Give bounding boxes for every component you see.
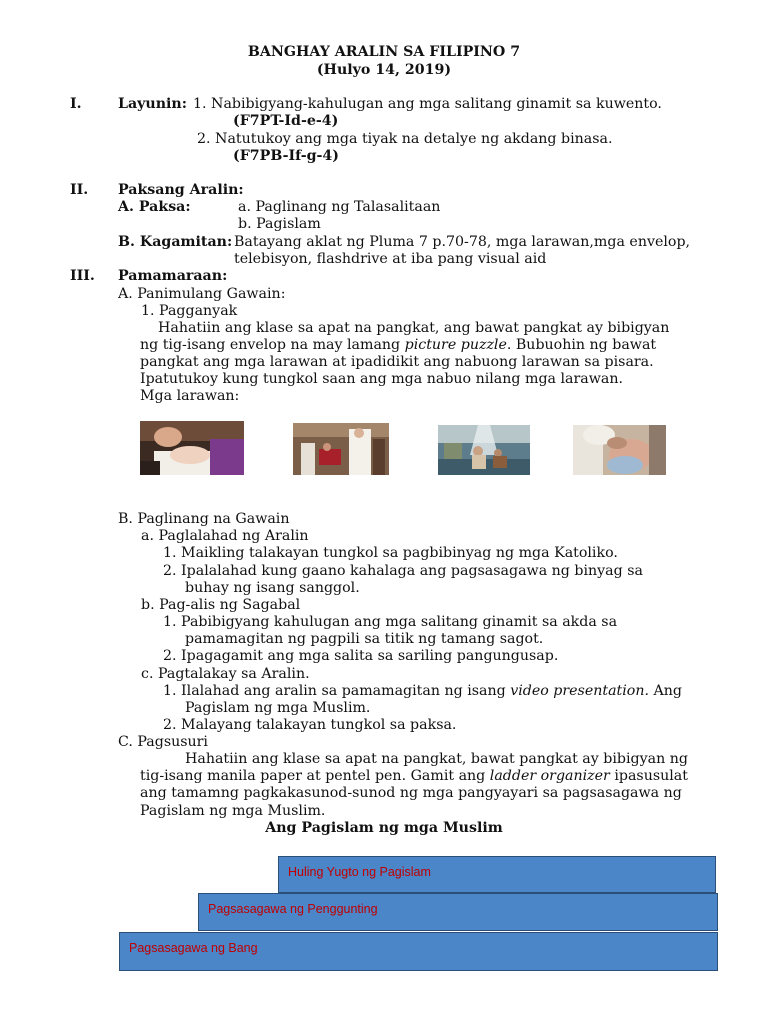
pagtalakay-item-1-line-1: [163, 683, 682, 700]
ladder-step-middle: [198, 893, 718, 931]
paksa-item-a: a. Paglinang ng Talasalitaan: [238, 199, 441, 215]
baptism-photo-3: [438, 425, 530, 475]
ladder-step-middle-label: Pagsasagawa ng Penggunting: [208, 902, 378, 916]
objective-1: 1. Nabibigyang-kahulugan ang mga salitang ginamit sa kuwento.: [193, 96, 662, 112]
pagsusuri-line-2-text: tig-isang manila paper at pentel pen. Gamit ang: [140, 768, 486, 784]
kagamitan-line-2: telebisyon, flashdrive at iba pang visual aid: [234, 251, 547, 267]
kagamitan-line-1: Batayang aklat ng Pluma 7 p.70-78, mga larawan,mga envelop,: [234, 234, 691, 250]
objective-2-code: (F7PB-If-g-4): [233, 148, 339, 164]
section-3-numeral: III.: [70, 268, 95, 284]
pagsusuri-line-2: [140, 768, 688, 785]
ladder-organizer-term: ladder organizer: [489, 768, 610, 784]
para-line-2-text: ng tig-isang envelop na may lamang: [140, 337, 401, 353]
paglalahad-item-2-line-1: 2. Ipalalahad kung gaano kahalaga ang pagsasagawa ng binyag sa: [163, 563, 643, 579]
picture-puzzle-term: picture puzzle: [404, 337, 507, 353]
pagtalakay-item-1-end: Ang: [648, 683, 682, 699]
pagsusuri-line-3: ang tamamng pagkakasunod-sunod ng mga pangyayari sa pagsasagawa ng: [140, 785, 682, 801]
document-title: BANGHAY ARALIN SA FILIPINO 7: [247, 44, 521, 60]
pagsusuri-line-1: Hahatiin ang klase sa apat na pangkat, bawat pangkat ay bibigyan ng: [185, 751, 688, 767]
pagganyak-para-line-3: pangkat ang mga larawan at ipadidikit ang nabuong larawan sa pisara.: [140, 354, 654, 370]
paglinang-gawain-heading: B. Paglinang na Gawain: [118, 511, 290, 527]
video-presentation-term: video presentation.: [510, 683, 649, 699]
ladder-step-bottom-label: Pagsasagawa ng Bang: [129, 941, 258, 955]
objective-2: 2. Natutukoy ang mga tiyak na detalye ng akdang binasa.: [197, 131, 613, 147]
baptism-photo-4: [573, 425, 666, 475]
pagganyak-para-line-2: [140, 337, 656, 354]
pagtalakay-heading: c. Pagtalakay sa Aralin.: [141, 666, 310, 682]
paglalahad-heading: a. Paglalahad ng Aralin: [141, 528, 309, 544]
ladder-title: Ang Pagislam ng mga Muslim: [265, 820, 503, 836]
section-3-heading: Pamamaraan:: [118, 268, 228, 284]
pagtalakay-item-1-line-2: Pagislam ng mga Muslim.: [185, 700, 371, 716]
panimulang-gawain-heading: A. Panimulang Gawain:: [118, 286, 286, 302]
section-2-numeral: II.: [70, 182, 89, 198]
kagamitan-label: B. Kagamitan:: [118, 234, 233, 250]
pagsusuri-line-4: Pagislam ng mga Muslim.: [140, 803, 326, 819]
pag-alis-heading: b. Pag-alis ng Sagabal: [141, 597, 301, 613]
pag-alis-item-1-line-1: 1. Pabibigyang kahulugan ang mga salitang ginamit sa akda sa: [163, 614, 618, 630]
pagganyak-item: 1. Pagganyak: [141, 303, 238, 319]
baptism-photo-2: [293, 423, 389, 475]
document-date: (Hulyo 14, 2019): [316, 62, 452, 78]
pagtalakay-item-2: 2. Malayang talakayan tungkol sa paksa.: [163, 717, 457, 733]
pagsusuri-line-2-end: ipasusulat: [609, 768, 688, 784]
paksa-item-b: b. Pagislam: [238, 216, 321, 232]
baptism-photo-1: [140, 421, 244, 475]
pagganyak-para-line-4: Ipatutukoy kung tungkol saan ang mga nabuo nilang mga larawan.: [140, 371, 623, 387]
pagtalakay-item-1-start: 1. Ilalahad ang aralin sa pamamagitan ng isang: [163, 683, 506, 699]
paksa-label: A. Paksa:: [118, 199, 191, 215]
ladder-step-top: [278, 856, 716, 893]
pagganyak-para-line-1: Hahatiin ang klase sa apat na pangkat, ang bawat pangkat ay bibigyan: [158, 320, 670, 336]
section-1-heading: Layunin:: [118, 96, 187, 112]
pag-alis-item-2: 2. Ipagagamit ang mga salita sa sariling pangungusap.: [163, 648, 559, 664]
pagsusuri-heading: C. Pagsusuri: [118, 734, 208, 750]
objective-1-code: (F7PT-Id-e-4): [233, 113, 339, 129]
para-line-2-end: . Bubuohin ng bawat: [506, 337, 657, 353]
ladder-step-top-label: Huling Yugto ng Pagislam: [288, 865, 431, 879]
paglalahad-item-2-line-2: buhay ng isang sanggol.: [185, 580, 360, 596]
mga-larawan-label: Mga larawan:: [140, 388, 240, 404]
ladder-step-bottom: [119, 932, 718, 971]
section-2-heading: Paksang Aralin:: [118, 182, 244, 198]
paglalahad-item-1: 1. Maikling talakayan tungkol sa pagbibinyag ng mga Katoliko.: [163, 545, 618, 561]
pag-alis-item-1-line-2: pamamagitan ng pagpili sa titik ng tamang sagot.: [185, 631, 544, 647]
section-1-numeral: I.: [70, 96, 82, 112]
